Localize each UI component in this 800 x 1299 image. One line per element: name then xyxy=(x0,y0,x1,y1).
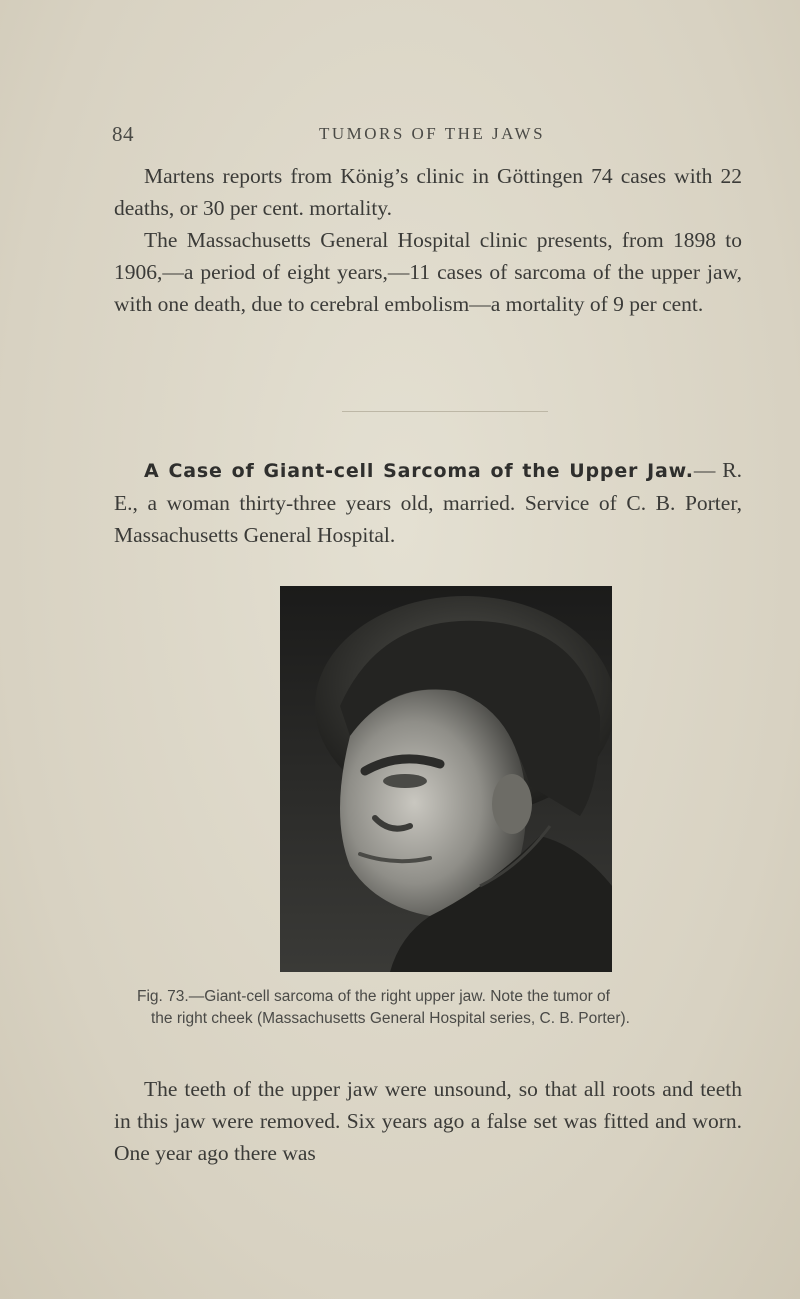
page-number: 84 xyxy=(112,122,134,146)
case-heading: A Case of Giant-cell Sarcoma of the Upper Jaw. xyxy=(144,460,694,482)
paragraph-mgh-clinic: The Massachusetts General Hospital clinic presents, from 1898 to 1906,—a period of eight years,—11 cases of sarcoma of the upper jaw, with one death, due to cerebral embolism—a mortality of 9 per cent. xyxy=(114,228,742,316)
figure-caption-line-2: the right cheek (Massachusetts General Hospital series, C. B. Porter). xyxy=(151,1010,630,1027)
patient-photograph xyxy=(280,586,612,972)
paragraph-teeth: The teeth of the upper jaw were unsound, so that all roots and teeth in this jaw were removed. Six years ago a false set was fitted and worn. One year ago there was xyxy=(114,1077,742,1165)
case-text: — R. E., a woman thirty-three years old, married. Service of C. B. Porter, Massachusetts General Hospital. xyxy=(114,458,742,547)
running-head xyxy=(112,122,732,152)
paragraph-martens: Martens reports from König’s clinic in Göttingen 74 cases with 22 deaths, or 30 per cent. mortality. xyxy=(114,164,742,220)
section-divider xyxy=(342,411,548,412)
case-paragraph xyxy=(114,454,742,551)
figure-caption xyxy=(137,986,747,1030)
figure-caption-line-1: Fig. 73.—Giant-cell sarcoma of the right upper jaw. Note the tumor of xyxy=(137,988,610,1005)
running-title: TUMORS OF THE JAWS xyxy=(318,124,546,143)
